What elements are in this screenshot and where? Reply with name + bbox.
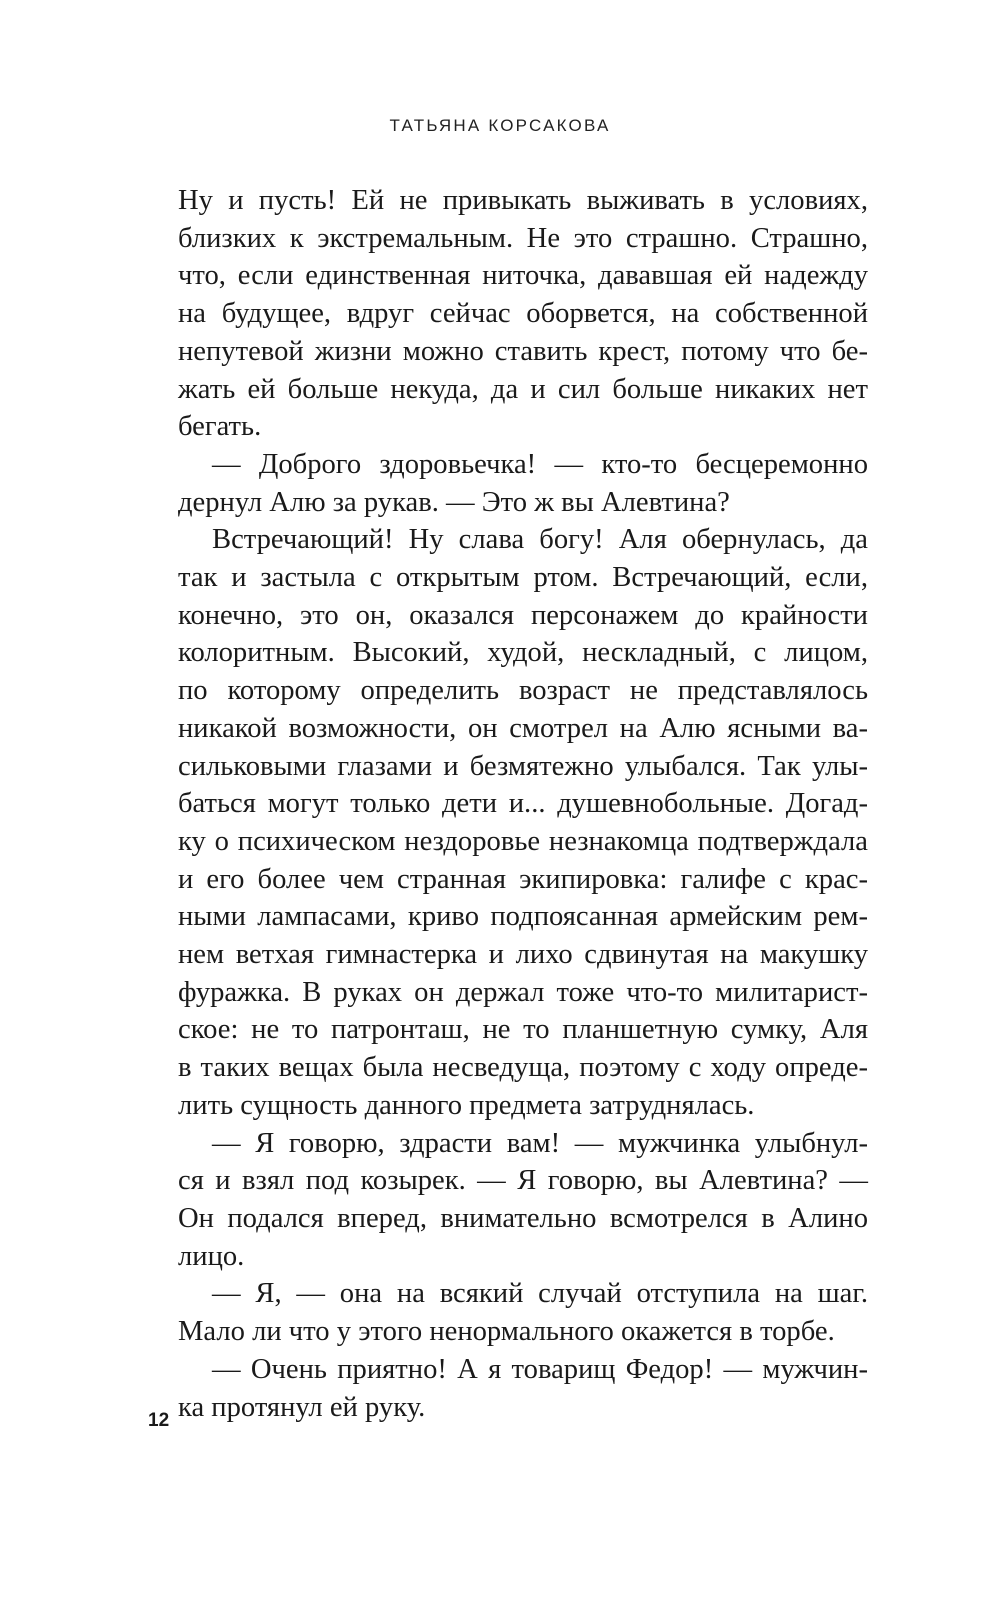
text-line: что, если единственная ниточка, дававшая ей надежду: [178, 260, 868, 292]
text-line: — Очень приятно! А я товарищ Федор! — мужчин-: [212, 1353, 868, 1385]
text-line: — Я говорю, здрасти вам! — мужчинка улыбнул-: [212, 1127, 868, 1159]
text-line: Встречающий! Ну слава богу! Аля обернулась, да: [212, 524, 868, 556]
body-text: [178, 182, 868, 1426]
text-line: Мало ли что у этого ненормального окажется в торбе.: [178, 1316, 835, 1348]
text-line: по которому определить возраст не представлялось: [178, 675, 868, 707]
text-line: Он подался вперед, внимательно всмотрелся в Алино: [178, 1202, 868, 1234]
running-title: ТАТЬЯНА КОРСАКОВА: [389, 116, 611, 135]
text-line: фуражка. В руках он держал тоже что-то милитарист-: [178, 976, 868, 1008]
text-line: ка протянул ей руку.: [178, 1391, 426, 1423]
text-line: ся и взял под козырек. — Я говорю, вы Алевтина? —: [178, 1165, 868, 1197]
text-line: так и застыла с открытым ртом. Встречающий, если,: [178, 562, 868, 594]
text-line: лицо.: [178, 1240, 245, 1272]
text-line: — Доброго здоровьечка! — кто-то бесцеремонно: [212, 448, 868, 480]
text-line: ными лампасами, криво подпоясанная армейским рем-: [178, 901, 868, 933]
text-line: никакой возможности, он смотрел на Алю ясными ва-: [178, 712, 868, 744]
text-line: конечно, это он, оказался персонажем до крайности: [178, 599, 868, 631]
text-line: лить сущность данного предмета затруднялась.: [178, 1089, 755, 1121]
text-line: на будущее, вдруг сейчас оборвется, на собственной: [178, 298, 868, 330]
text-line: — Я, — она на всякий случай отступила на шаг.: [212, 1278, 868, 1310]
text-line: ку о психическом нездоровье незнакомца подтверждала: [178, 825, 868, 857]
page-number: 12: [148, 1410, 170, 1431]
text-line: непутевой жизни можно ставить крест, потому что бе-: [178, 335, 868, 367]
text-line: колоритным. Высокий, худой, нескладный, с лицом,: [178, 637, 868, 669]
text-line: близких к экстремальным. Не это страшно. Страшно,: [178, 222, 868, 254]
text-line: и его более чем странная экипировка: галифе с крас-: [178, 863, 868, 895]
text-line: баться могут только дети и... душевнобольные. Догад-: [178, 788, 868, 820]
text-line: нем ветхая гимнастерка и лихо сдвинутая на макушку: [178, 939, 868, 971]
text-line: Ну и пусть! Ей не привыкать выживать в условиях,: [178, 185, 868, 216]
text-line: бегать.: [178, 411, 262, 443]
text-line: дернул Алю за рукав. — Это ж вы Алевтина?: [178, 486, 730, 518]
text-line: ское: не то патронташ, не то планшетную сумку, Аля: [178, 1014, 868, 1046]
text-line: жать ей больше некуда, да и сил больше никаких нет: [178, 373, 868, 405]
text-line: в таких вещах была несведуща, поэтому с ходу опреде-: [178, 1052, 868, 1084]
text-line: сильковыми глазами и безмятежно улыбался. Так улы-: [178, 750, 868, 782]
